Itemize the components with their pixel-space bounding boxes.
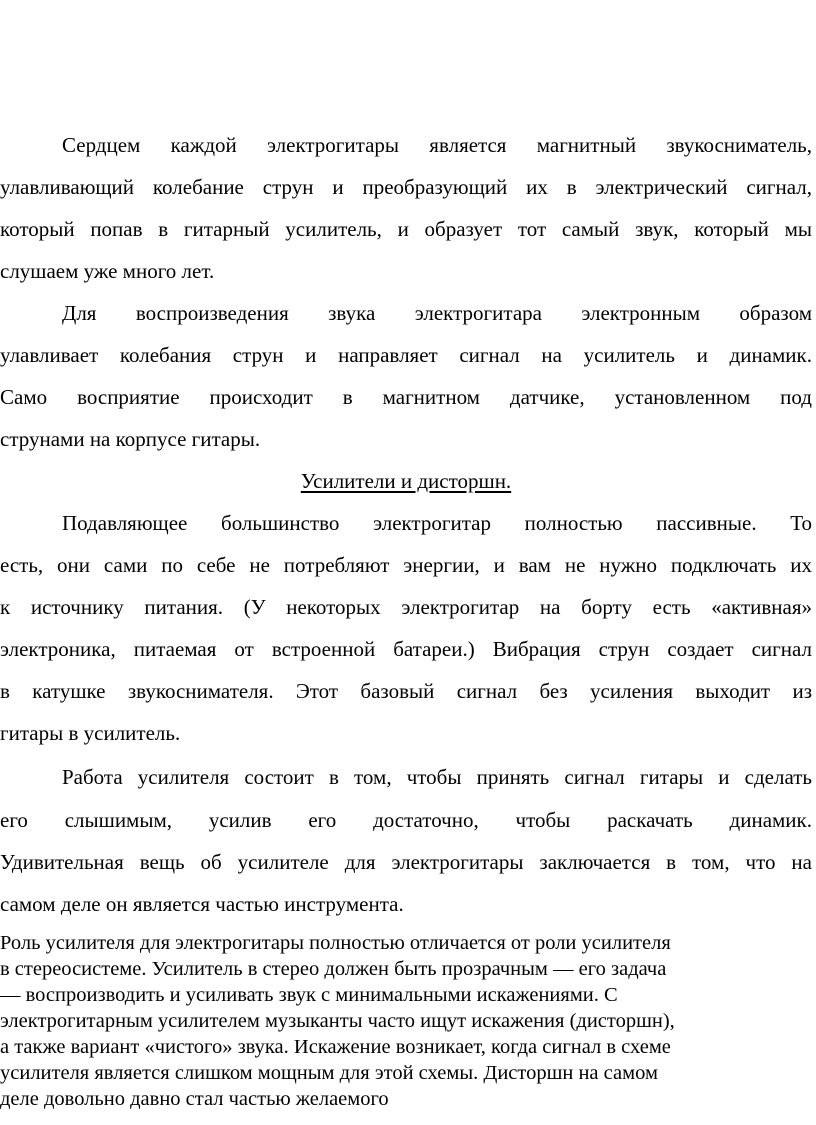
text-line: Роль усилителя для электрогитары полностью отличается от роли усилителя: [0, 932, 671, 954]
text-line: к источнику питания. (У некоторых электрогитар на борту есть «активная»: [0, 595, 812, 619]
text-line: гитары в усилитель.: [0, 721, 181, 745]
section-heading: [0, 469, 812, 493]
text-line: самом деле он является частью инструмента.: [0, 892, 404, 916]
text-line: струнами на корпусе гитары.: [0, 427, 261, 451]
text-line: его слышимым, усилив его достаточно, чтобы раскачать динамик.: [0, 808, 812, 832]
text-line: усилителя является слишком мощным для этой схемы. Дисторшн на самом: [0, 1062, 658, 1084]
text-line: улавливающий колебание струн и преобразующий их в электрический сигнал,: [0, 175, 812, 199]
text-line: Удивительная вещь об усилителе для электрогитары заключается в том, что на: [0, 850, 812, 874]
text-line: есть, они сами по себе не потребляют энергии, и вам не нужно подключать их: [0, 553, 812, 577]
text-line: Работа усилителя состоит в том, чтобы принять сигнал гитары и сделать: [62, 765, 812, 789]
text-line: а также вариант «чистого» звука. Искажение возникает, когда сигнал в схеме: [0, 1036, 671, 1058]
text-line: электроника, питаемая от встроенной батареи.) Вибрация струн создает сигнал: [0, 637, 812, 661]
text-line: деле довольно давно стал частью желаемого: [0, 1088, 389, 1110]
text-line: Само восприятие происходит в магнитном датчике, установленном под: [0, 385, 812, 409]
text-line: — воспроизводить и усиливать звук с минимальными искажениями. С: [0, 984, 618, 1006]
text-line: в стереосистеме. Усилитель в стерео должен быть прозрачным — его задача: [0, 958, 667, 980]
text-line: Подавляющее большинство электрогитар полностью пассивные. То: [62, 511, 812, 535]
text-line: Сердцем каждой электрогитары является магнитный звукосниматель,: [62, 133, 812, 157]
text-line: электрогитарным усилителем музыканты часто ищут искажения (дисторшн),: [0, 1010, 675, 1032]
section-heading-text: Усилители и дисторшн.: [300, 469, 512, 493]
text-line: в катушке звукоснимателя. Этот базовый сигнал без усиления выходит из: [0, 679, 812, 703]
text-line: который попав в гитарный усилитель, и образует тот самый звук, который мы: [0, 217, 812, 241]
text-line: Для воспроизведения звука электрогитара электронным образом: [62, 301, 812, 325]
text-line: слушаем уже много лет.: [0, 259, 215, 283]
text-line: улавливает колебания струн и направляет сигнал на усилитель и динамик.: [0, 343, 812, 367]
